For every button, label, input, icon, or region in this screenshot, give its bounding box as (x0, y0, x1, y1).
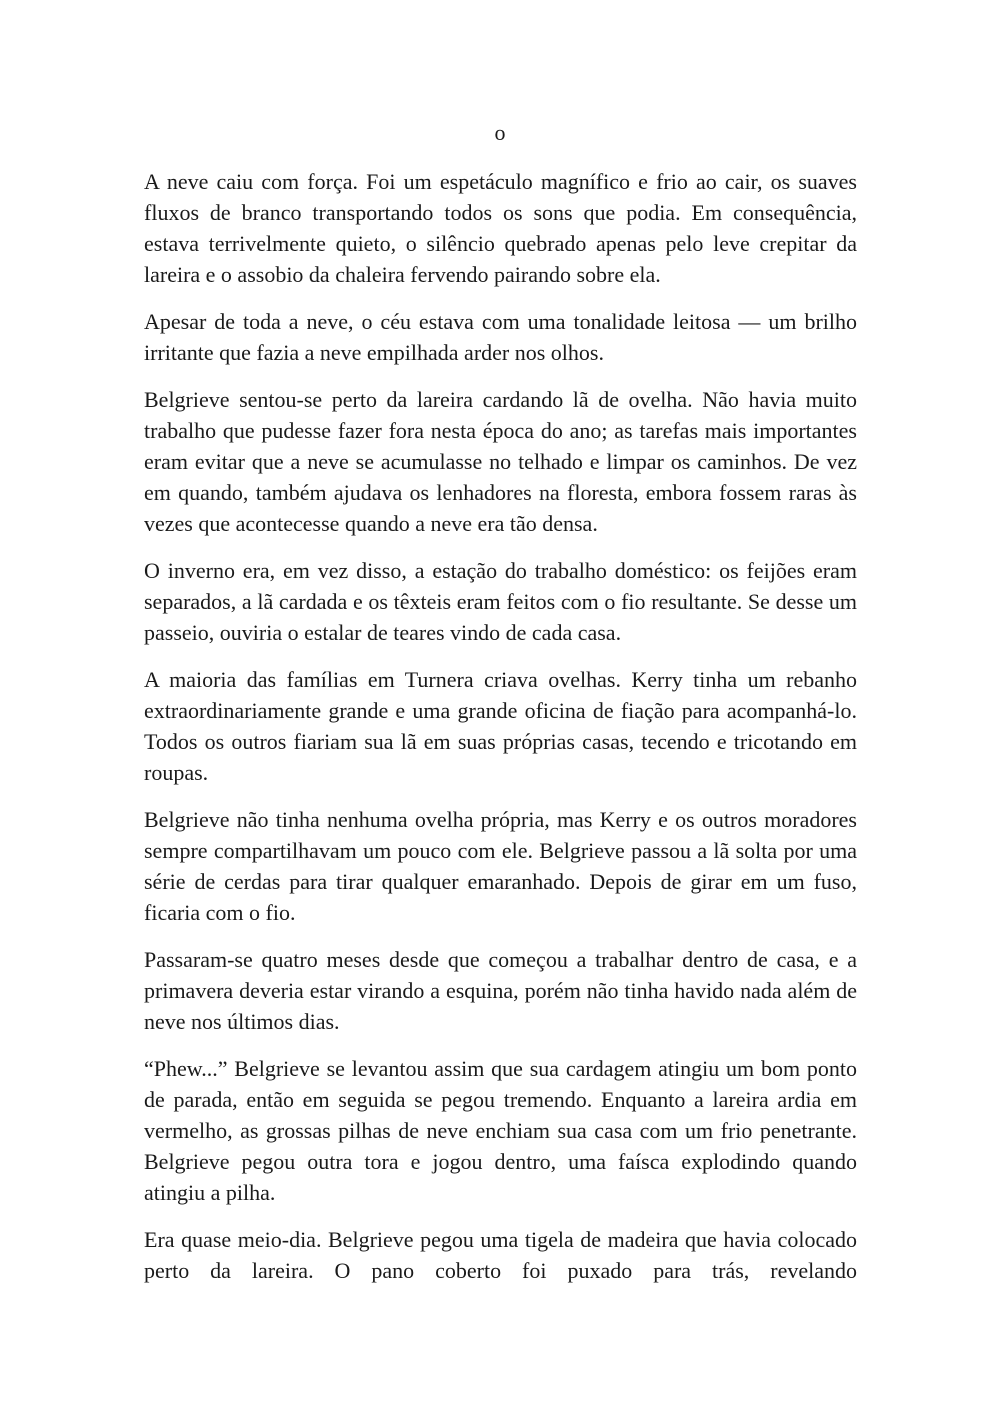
paragraph: “Phew...” Belgrieve se levantou assim que sua cardagem atingiu um bom ponto de parada, então em seguida se pegou tremendo. Enquanto a lareira ardia em vermelho, as grossas pilhas de neve enchiam sua casa com um frio penetrante. Belgrieve pegou outra tora e jogou dentro, uma faísca explodindo quando atingiu a pilha. (144, 1056, 857, 1205)
section-break-ornament: o (494, 120, 506, 145)
paragraph: Belgrieve sentou-se perto da lareira cardando lã de ovelha. Não havia muito trabalho que pudesse fazer fora nesta época do ano; as tarefas mais importantes eram evitar que a neve se acumulasse no telhado e limpar os caminhos. De vez em quando, também ajudava os lenhadores na floresta, embora fossem raras às vezes que acontecesse quando a neve era tão densa. (144, 387, 857, 536)
paragraph: Belgrieve não tinha nenhuma ovelha própria, mas Kerry e os outros moradores sempre compartilhavam um pouco com ele. Belgrieve passou a lã solta por uma série de cerdas para tirar qualquer emaranhado. Depois de girar em um fuso, ficaria com o fio. (144, 807, 857, 925)
paragraph: A maioria das famílias em Turnera criava ovelhas. Kerry tinha um rebanho extraordinariamente grande e uma grande oficina de fiação para acompanhá-lo. Todos os outros fiariam sua lã em suas próprias casas, tecendo e tricotando em roupas. (144, 667, 857, 785)
paragraph: O inverno era, em vez disso, a estação do trabalho doméstico: os feijões eram separados, a lã cardada e os têxteis eram feitos com o fio resultante. Se desse um passeio, ouviria o estalar de teares vindo de cada casa. (144, 558, 857, 645)
paragraph: Apesar de toda a neve, o céu estava com uma tonalidade leitosa — um brilho irritante que fazia a neve empilhada arder nos olhos. (144, 309, 857, 365)
paragraph: A neve caiu com força. Foi um espetáculo magnífico e frio ao cair, os suaves fluxos de branco transportando todos os sons que podia. Em consequência, estava terrivelmente quieto, o silêncio quebrado apenas pelo leve crepitar da lareira e o assobio da chaleira fervendo pairando sobre ela. (144, 169, 857, 287)
paragraph: Era quase meio-dia. Belgrieve pegou uma tigela de madeira que havia colocado perto da lareira. O pano coberto foi puxado para trás, revelando (144, 1227, 857, 1283)
text-body (144, 166, 857, 1302)
paragraph: Passaram-se quatro meses desde que começou a trabalhar dentro de casa, e a primavera deveria estar virando a esquina, porém não tinha havido nada além de neve nos últimos dias. (144, 947, 857, 1034)
